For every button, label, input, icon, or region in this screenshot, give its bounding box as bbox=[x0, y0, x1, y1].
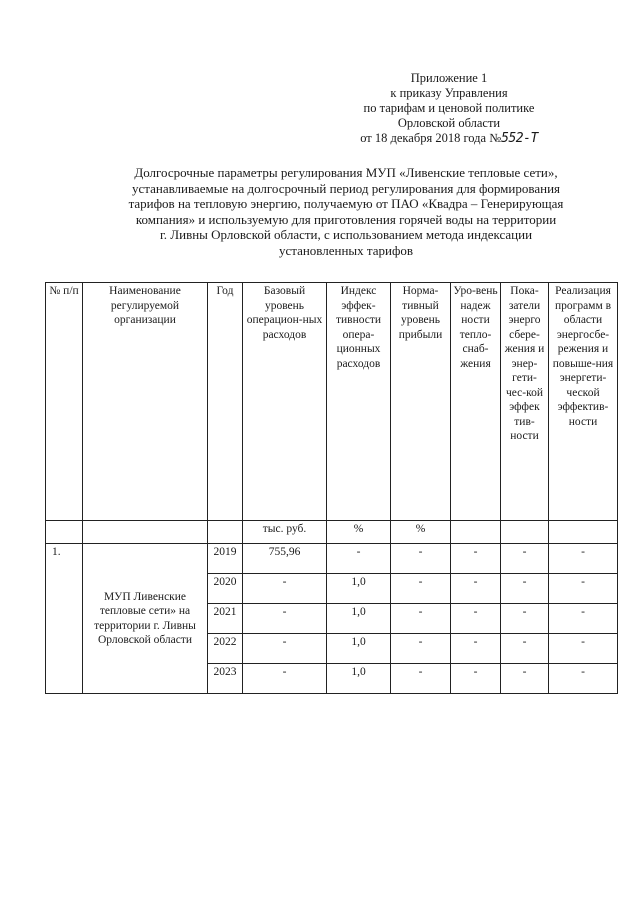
header-base: Базовый уровень операцион-ных расходов bbox=[243, 283, 327, 521]
energy-saving-cell: - bbox=[501, 634, 549, 664]
base-cell: - bbox=[243, 604, 327, 634]
header-profit: Норма-тивный уровень прибыли bbox=[391, 283, 451, 521]
header-reliability: Уро-вень надеж ности тепло-снаб-жения bbox=[451, 283, 501, 521]
title-line: устанавливаемые на долгосрочный период регулирования для формирования bbox=[131, 180, 561, 196]
index-cell: 1,0 bbox=[327, 574, 391, 604]
energy-saving-cell: - bbox=[501, 574, 549, 604]
appendix-line: Приложение 1 bbox=[410, 71, 488, 85]
appendix-line: по тарифам и ценовой политике bbox=[363, 101, 535, 115]
order-number: 552-Т bbox=[501, 131, 538, 146]
profit-cell: - bbox=[391, 544, 451, 574]
unit-cell bbox=[549, 521, 618, 544]
year-cell: 2021 bbox=[208, 604, 243, 634]
unit-cell bbox=[46, 521, 83, 544]
base-cell: - bbox=[243, 664, 327, 694]
reliability-cell: - bbox=[451, 604, 501, 634]
title-line: тарифов на тепловую энергию, получаемую от ПАО «Квадра – Генерирующая bbox=[128, 196, 564, 211]
appendix-line: Орловской области bbox=[397, 116, 501, 130]
base-cell: 755,96 bbox=[243, 544, 327, 574]
title-line: установленных тарифов bbox=[278, 242, 414, 258]
header-programs: Реализация программ в области энергосбе-режения и повыше-ния энергети-ческой эффектив-ности bbox=[549, 283, 618, 521]
unit-base: тыс. руб. bbox=[243, 521, 327, 544]
base-cell: - bbox=[243, 574, 327, 604]
unit-cell bbox=[208, 521, 243, 544]
entry-number: 1. bbox=[46, 544, 83, 694]
index-cell: 1,0 bbox=[327, 664, 391, 694]
appendix-date-line bbox=[329, 131, 569, 146]
year-cell: 2019 bbox=[208, 544, 243, 574]
energy-saving-cell: - bbox=[501, 604, 549, 634]
unit-cell bbox=[83, 521, 208, 544]
title-line: компания» и используемую для приготовления горячей воды на территории bbox=[135, 211, 557, 227]
programs-cell: - bbox=[549, 664, 618, 694]
programs-cell: - bbox=[549, 574, 618, 604]
reliability-cell: - bbox=[451, 544, 501, 574]
title-line: Долгосрочные параметры регулирования МУП «Ливенские тепловые сети», bbox=[134, 165, 558, 180]
appendix-line: к приказу Управления bbox=[390, 86, 508, 100]
units-row bbox=[46, 521, 618, 544]
unit-index: % bbox=[327, 521, 391, 544]
reliability-cell: - bbox=[451, 664, 501, 694]
profit-cell: - bbox=[391, 664, 451, 694]
index-cell: 1,0 bbox=[327, 604, 391, 634]
year-cell: 2020 bbox=[208, 574, 243, 604]
header-row bbox=[46, 283, 618, 521]
energy-saving-cell: - bbox=[501, 544, 549, 574]
header-num: № п/п bbox=[46, 283, 83, 521]
parameters-table bbox=[45, 282, 618, 694]
index-cell: - bbox=[327, 544, 391, 574]
document-title bbox=[96, 165, 596, 258]
year-cell: 2023 bbox=[208, 664, 243, 694]
base-cell: - bbox=[243, 634, 327, 664]
programs-cell: - bbox=[549, 604, 618, 634]
header-index: Индекс эффек-тивности опера-ционных расходов bbox=[327, 283, 391, 521]
header-year: Год bbox=[208, 283, 243, 521]
unit-cell bbox=[451, 521, 501, 544]
appendix-date: от 18 декабря 2018 года № bbox=[360, 131, 502, 145]
unit-cell bbox=[501, 521, 549, 544]
unit-profit: % bbox=[391, 521, 451, 544]
energy-saving-cell: - bbox=[501, 664, 549, 694]
year-cell: 2022 bbox=[208, 634, 243, 664]
profit-cell: - bbox=[391, 574, 451, 604]
programs-cell: - bbox=[549, 634, 618, 664]
organization-name: МУП Ливенские тепловые сети» на территории г. Ливны Орловской области bbox=[83, 544, 208, 694]
reliability-cell: - bbox=[451, 634, 501, 664]
reliability-cell: - bbox=[451, 574, 501, 604]
table-row bbox=[46, 544, 618, 574]
profit-cell: - bbox=[391, 604, 451, 634]
programs-cell: - bbox=[549, 544, 618, 574]
appendix-block bbox=[329, 71, 569, 146]
index-cell: 1,0 bbox=[327, 634, 391, 664]
profit-cell: - bbox=[391, 634, 451, 664]
title-line: г. Ливны Орловской области, с использованием метода индексации bbox=[159, 227, 533, 242]
header-energy-saving: Пока-затели энерго сбере-жения и энер-гети-чес-кой эффек тив-ности bbox=[501, 283, 549, 521]
header-org: Наименование регулируемой организации bbox=[83, 283, 208, 521]
